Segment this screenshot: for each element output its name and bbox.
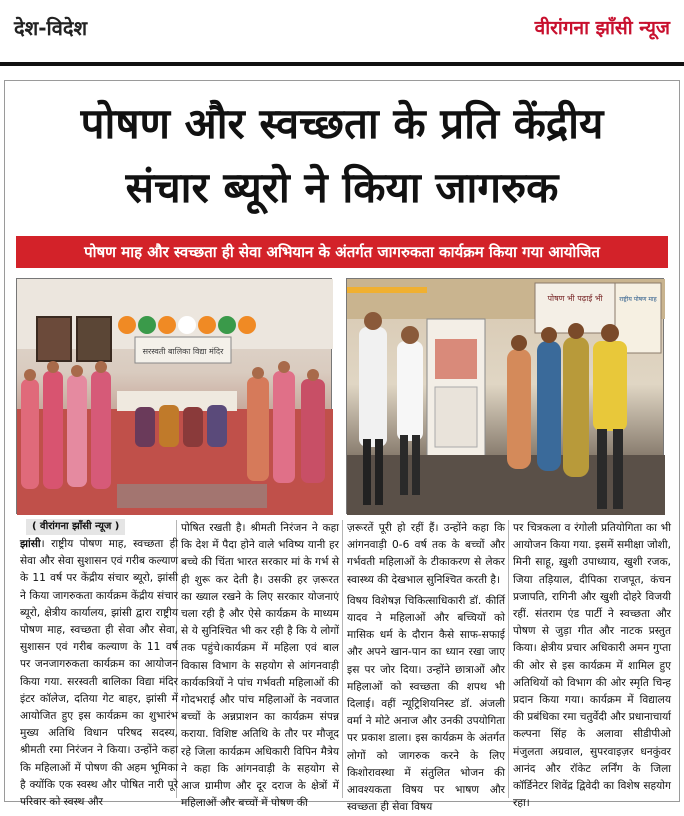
dateline: झांसी bbox=[20, 538, 41, 550]
column-4-text: पर चित्रकला व रंगोली प्रतियोगिता का भी आयोजन किया गया. इसमें समीक्षा जोशी, मिनी साहू, ख़ुशी उपाध्याय, खुशी रजक, जिया तड़ियाल, दीपिका राजपूत, कंचन प्रजापति, रागिनी और खुशी दोहरे विजयी रहीं. संतराम एंड पार्टी ने स्वच्छता और पोषण से जुड़ा गीत और नाटक प्रस्तुत किया। क्षेत्रीय प्रचार अधिकारी अमन गुप्ता की ओर से इस कार्यक्रम में शामिल हुए अतिथियों को विभाग की ओर स्मृति चिन्ह प्रदान किया गया। कार्यक्रम में विद्यालय की प्रबंधिका रमा चतुर्वेदी और प्रधानाचार्या कल्पना सिंह के अलावा सीडीपीओ मंजुलता अग्रवाल, सुपरवाइज़र धनकुंवर आनंद और रॉकेट लर्निंग के जिला कॉर्डिनेटर शिवेंद्र द्विवेदी का विशेष सहयोग रहा। bbox=[513, 522, 671, 810]
article-paragraph bbox=[20, 536, 178, 811]
byline: ( वीरांगना झाँसी न्यूज ) bbox=[26, 519, 125, 535]
article-column-4 bbox=[513, 520, 671, 810]
article-column-3 bbox=[347, 520, 505, 814]
event-photo-right-illustration bbox=[347, 279, 665, 515]
newspaper-name: वीरांगना झाँसी न्यूज bbox=[534, 17, 670, 39]
event-photo-left-illustration bbox=[17, 279, 333, 515]
article-column-2 bbox=[181, 520, 339, 810]
poster-top-text: पोषण भी पढ़ाई भी bbox=[547, 294, 603, 303]
headline bbox=[8, 92, 676, 220]
article-column-1 bbox=[20, 536, 178, 809]
column-3-paragraph-2: विषय विशेषज्ञ चिकित्साधिकारी डॉ. कीर्ति यादव ने महिलाओं और बच्चियों को मासिक धर्म के दौरान कैसे साफ-सफाई और अपने खान-पान का ध्यान रखा जाए इस पर जोर दिया। उन्होंने छात्राओं और महिलाओं को स्वच्छता की शपथ भी दिलाई। वहीं न्यूट्रिशियनिस्ट डॉ. अंजली वर्मा ने मोटे अनाज और उनकी उपयोगिता पर प्रकाश डाला। इस कार्यक्रम के अंतर्गत लोगों को जागरुक करने के लिए किशोरावस्था में संतुलित भोजन की आवश्यकता विषय पर भाषण और स्वच्छता ही सेवा विषय bbox=[347, 594, 505, 814]
headline-line-1: पोषण और स्वच्छता के प्रति केंद्रीय bbox=[80, 99, 604, 148]
event-photo-right bbox=[346, 278, 664, 514]
column-2-text: पोषित रखती है। श्रीमती निरंजन ने कहा कि देश में पैदा होने वाले भविष्य यानी हर बच्चे की चिंता भारत सरकार मां के गर्भ से ही शुरू कर देती है। उसकी हर ज़रूरत का ख्याल रखने के लिए सरकार योजनाएं चला रही है और ऐसे कार्यक्रम के माध्यम से ये सुनिश्चित भी कर रही है कि ये लोगों तक पहुंचे।कार्यक्रम में महिला एवं बाल विकास विभाग के सहयोग से आंगनवाड़ी कार्यकत्रियों ने पांच गर्भवती महिलाओं की गोदभराई और पांच महिलाओं के नवजात बच्चों के अन्नप्राशन का कार्यक्रम संपन्न कराया. विशिष्ट अतिथि के तौर पर मौजूद रहे जिला कार्यक्रम अधिकारी विपिन मैत्रेय ने कहा कि आंगनवाड़ी के सहयोग से आज ग्रामीण और दूर दराज के क्षेत्रों में महिलाओं और बच्चों में पोषण की bbox=[181, 522, 339, 810]
header-rule bbox=[0, 62, 684, 66]
page-header bbox=[0, 0, 684, 62]
poster-side-text: राष्ट्रीय पोषण माह bbox=[619, 296, 657, 303]
column-3-paragraph-1: ज़रूरतें पूरी हो रहीं हैं। उन्होंने कहा कि आंगनवाड़ी 0-6 वर्ष तक के बच्चों और गर्भवती महिलाओं के टीकाकरण से लेकर स्वास्थ्य की देखभाल सुनिश्चित करती है। bbox=[347, 522, 505, 586]
column-1-text: । राष्ट्रीय पोषण माह, स्वच्छता ही सेवा और सेवा सुशासन एवं गरीब कल्याण के 11 वर्ष पर केंद्रीय संचार ब्यूरो, झांसी ने किया जागरुकता कार्यक्रम केंद्रीय संचार ब्यूरो, क्षेत्रीय कार्यालय, झांसी द्वारा राष्ट्रीय पोषण माह, स्वच्छता ही सेवा और सेवा, सुशासन एवं गरीब कल्याण के 11 वर्ष पर जनजागरुकता कार्यक्रम का आयोजन किया गया. सरस्वती बालिका विद्या मंदिर इंटर कॉलेज, दतिया गेट बाहर, झांसी में आयोजित हुए इस कार्यक्रम का शुभारंभ मुख्य अतिथि विधान परिषद सदस्य, श्रीमती रमा निरंजन ने किया। उन्होंने कहा कि महिलाओं में पोषण की अहम भूमिका है क्योंकि एक स्वस्थ और पोषित नारी पूरे परिवार को स्वस्थ और bbox=[20, 538, 178, 809]
headline-line-2: संचार ब्यूरो ने किया जागरुक bbox=[125, 163, 559, 212]
event-photo-left bbox=[16, 278, 332, 514]
subheadline: पोषण माह और स्वच्छता ही सेवा अभियान के अंतर्गत जागरुकता कार्यक्रम किया गया आयोजित bbox=[84, 243, 600, 261]
column-rule bbox=[342, 520, 343, 798]
photo-banner-text: सरस्वती बालिका विद्या मंदिर bbox=[142, 347, 224, 356]
section-label: देश-विदेश bbox=[14, 16, 88, 40]
column-rule bbox=[508, 520, 509, 798]
